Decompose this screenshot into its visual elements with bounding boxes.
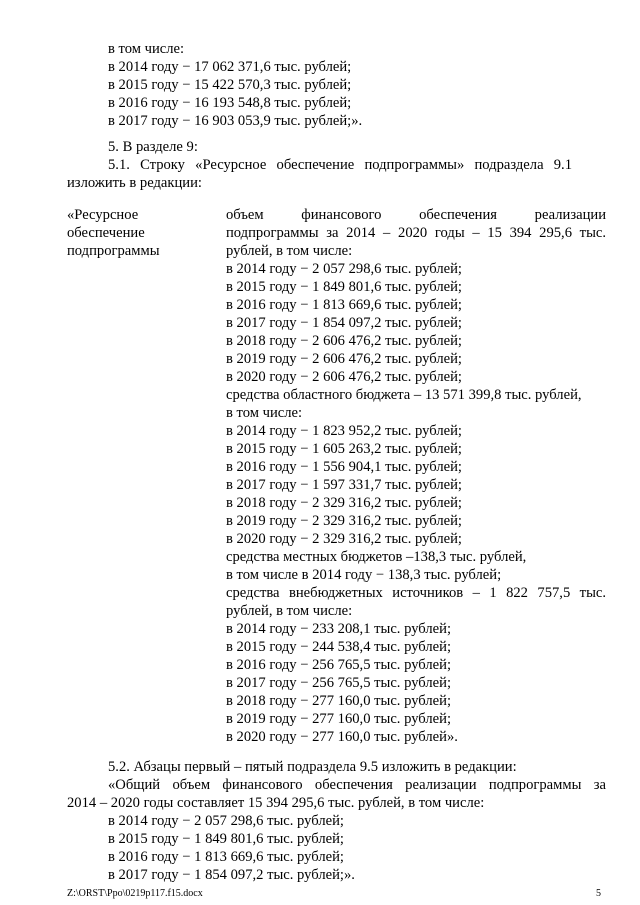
- table-left-cell: обеспечение: [67, 225, 145, 241]
- year-line: в 2016 году − 1 813 669,6 тыс. рублей;: [226, 297, 462, 313]
- year-line: в 2017 году − 1 854 097,2 тыс. рублей;: [226, 315, 462, 331]
- section-heading: 5.2. Абзацы первый – пятый подраздела 9.5 изложить в редакции:: [108, 759, 517, 775]
- page-number: 5: [596, 888, 601, 899]
- year-line: в 2017 году − 1 597 331,7 тыс. рублей;: [226, 477, 462, 493]
- section-heading: 5. В разделе 9:: [108, 139, 198, 155]
- year-line: в 2015 году − 1 849 801,6 тыс. рублей;: [108, 831, 344, 847]
- regional-budget-line: в том числе:: [226, 405, 303, 421]
- paragraph-line: «Общий объем финансового обеспечения реализации подпрограммы за: [108, 777, 606, 793]
- table-left-cell: подпрограммы: [67, 243, 160, 259]
- paragraph-line: изложить в редакции:: [67, 175, 202, 191]
- year-line: в 2015 году − 1 605 263,2 тыс. рублей;: [226, 441, 462, 457]
- year-line: в 2019 году − 2 329 316,2 тыс. рублей;: [226, 513, 462, 529]
- table-right-line: подпрограммы за 2014 – 2020 годы – 15 394 295,6 тыс.: [226, 225, 606, 241]
- extra-budget-line: рублей, в том числе:: [226, 603, 353, 619]
- year-line: в 2014 году − 1 823 952,2 тыс. рублей;: [226, 423, 462, 439]
- year-line: в 2019 году − 2 606 476,2 тыс. рублей;: [226, 351, 462, 367]
- intro-line: в том числе:: [108, 41, 185, 57]
- year-line: в 2017 году − 256 765,5 тыс. рублей;: [226, 675, 451, 691]
- local-budget-line: средства местных бюджетов –138,3 тыс. рублей,: [226, 549, 527, 565]
- table-right-line: рублей, в том числе:: [226, 243, 353, 259]
- table-left-cell: «Ресурсное: [67, 207, 139, 223]
- intro-line: в 2014 году − 17 062 371,6 тыс. рублей;: [108, 59, 352, 75]
- year-line: в 2014 году − 2 057 298,6 тыс. рублей;: [108, 813, 344, 829]
- year-line: в 2014 году − 2 057 298,6 тыс. рублей;: [226, 261, 462, 277]
- year-line: в 2020 году − 277 160,0 тыс. рублей».: [226, 729, 458, 745]
- year-line: в 2019 году − 277 160,0 тыс. рублей;: [226, 711, 451, 727]
- year-line: в 2018 году − 2 329 316,2 тыс. рублей;: [226, 495, 462, 511]
- regional-budget-line: средства областного бюджета – 13 571 399,8 тыс. рублей,: [226, 387, 582, 403]
- intro-line: в 2015 году − 15 422 570,3 тыс. рублей;: [108, 77, 352, 93]
- year-line: в 2017 году − 1 854 097,2 тыс. рублей;».: [108, 867, 355, 883]
- extra-budget-line: средства внебюджетных источников – 1 822 757,5 тыс.: [226, 585, 606, 601]
- year-line: в 2014 году − 233 208,1 тыс. рублей;: [226, 621, 451, 637]
- year-line: в 2015 году − 244 538,4 тыс. рублей;: [226, 639, 451, 655]
- year-line: в 2016 году − 256 765,5 тыс. рублей;: [226, 657, 451, 673]
- paragraph-line: 5.1. Строку «Ресурсное обеспечение подпрограммы» подраздела 9.1: [108, 157, 572, 173]
- intro-line: в 2017 году − 16 903 053,9 тыс. рублей;».: [108, 113, 363, 129]
- paragraph-line: 2014 – 2020 годы составляет 15 394 295,6 тыс. рублей, в том числе:: [67, 795, 485, 811]
- year-line: в 2018 году − 2 606 476,2 тыс. рублей;: [226, 333, 462, 349]
- year-line: в 2018 году − 277 160,0 тыс. рублей;: [226, 693, 451, 709]
- year-line: в 2015 году − 1 849 801,6 тыс. рублей;: [226, 279, 462, 295]
- local-budget-line: в том числе в 2014 году − 138,3 тыс. рублей;: [226, 567, 502, 583]
- year-line: в 2020 году − 2 329 316,2 тыс. рублей;: [226, 531, 462, 547]
- file-path: Z:\ORST\Ppo\0219p117.f15.docx: [67, 888, 203, 899]
- year-line: в 2020 году − 2 606 476,2 тыс. рублей;: [226, 369, 462, 385]
- year-line: в 2016 году − 1 556 904,1 тыс. рублей;: [226, 459, 462, 475]
- table-right-line: объем финансового обеспечения реализации: [226, 207, 606, 223]
- year-line: в 2016 году − 1 813 669,6 тыс. рублей;: [108, 849, 344, 865]
- intro-line: в 2016 году − 16 193 548,8 тыс. рублей;: [108, 95, 352, 111]
